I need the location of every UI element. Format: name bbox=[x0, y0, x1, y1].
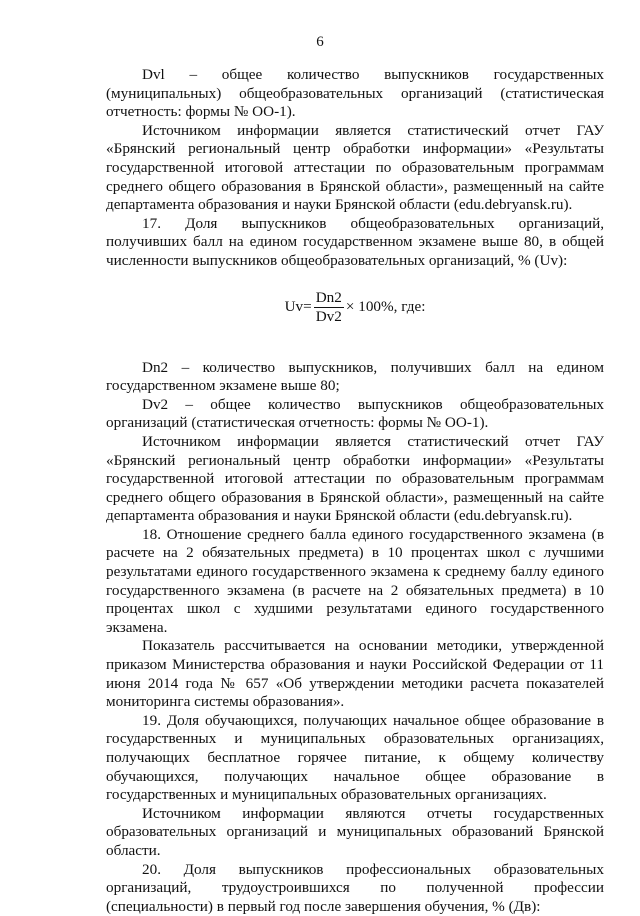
document-body bbox=[106, 66, 604, 916]
paragraph-dv2-definition: Dv2 – общее количество выпускников общеобразовательных организаций (статистическая отчетность: формы № ОО-1). bbox=[106, 395, 604, 432]
paragraph-dn2-definition: Dn2 – количество выпускников, получивших балл на едином государственном экзамене выше 80; bbox=[106, 358, 604, 395]
formula-lhs: Uv= bbox=[284, 298, 312, 316]
formula-uv bbox=[106, 277, 604, 339]
paragraph-source-info-1: Источником информации является статистический отчет ГАУ «Брянский региональный центр обработки информации» «Результаты государственной итоговой аттестации по образовательным программам среднего общего образования в Брянской области», размещенный на сайте департамента образования и науки Брянской области (edu.debryansk.ru). bbox=[106, 121, 604, 214]
paragraph-source-info-3: Источником информации являются отчеты государственных образовательных организаций и муниципальных образований Брянской области. bbox=[106, 804, 604, 859]
formula-numerator: Dn2 bbox=[315, 289, 342, 307]
paragraph-item-18: 18. Отношение среднего балла единого государственного экзамена (в расчете на 2 обязательных предмета) в 10 процентах школ с лучшими результатами единого государственного экзамена к среднему баллу единого государственного экзамена (в расчете на 2 обязательных предмета) в 10 процентах школ с худшими результатами единого государственного экзамена. bbox=[106, 525, 604, 636]
paragraph-methodology: Показатель рассчитывается на основании методики, утвержденной приказом Министерства образования и науки Российской Федерации от 11 июня 2014 года № 657 «Об утверждении методики расчета показателей мониторинга системы образования». bbox=[106, 637, 604, 711]
paragraph-item-20: 20. Доля выпускников профессиональных образовательных организаций, трудоустроившихся по полученной профессии (специальности) в первый год после завершения обучения, % (Дв): bbox=[106, 860, 604, 915]
paragraph-source-info-2: Источником информации является статистический отчет ГАУ «Брянский региональный центр обработки информации» «Результаты государственной итоговой аттестации по образовательным программам среднего общего образования в Брянской области», размещенный на сайте департамента образования и науки Брянской области (edu.debryansk.ru). bbox=[106, 432, 604, 525]
paragraph-item-19: 19. Доля обучающихся, получающих начальное общее образование в государственных и муниципальных образовательных организациях, получающих бесплатное горячее питание, к общему количеству обучающихся, получающих начальное общее образование в государственных и муниципальных образовательных организациях. bbox=[106, 711, 604, 804]
paragraph-dv1-definition: Dvl – общее количество выпускников государственных (муниципальных) общеобразовательных организаций (статистическая отчетность: формы № ОО-1). bbox=[106, 66, 604, 121]
paragraph-item-17: 17. Доля выпускников общеобразовательных организаций, получивших балл на едином государственном экзамене выше 80, в общей численности выпускников общеобразовательных организаций, % (Uv): bbox=[106, 214, 604, 269]
formula-fraction bbox=[314, 289, 344, 326]
formula-denominator: Dv2 bbox=[315, 308, 342, 326]
formula-rhs: × 100%, где: bbox=[345, 298, 426, 316]
page-number: 6 bbox=[316, 34, 324, 50]
